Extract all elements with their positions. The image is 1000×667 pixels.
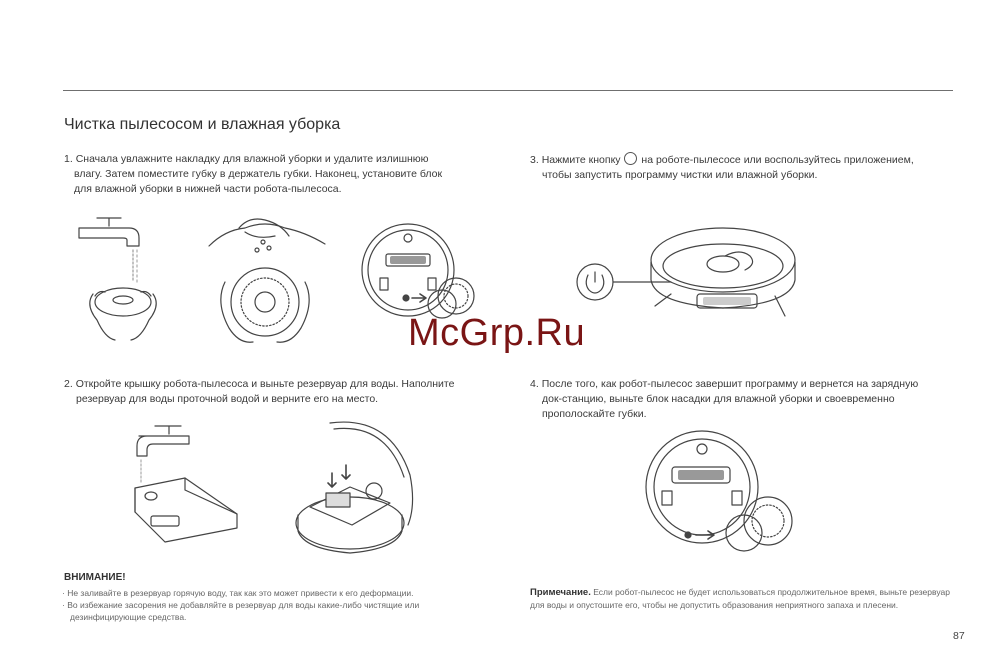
robot-open-lid-icon (290, 415, 420, 555)
step-4-number: 4. (530, 378, 539, 390)
warning-item: · Во избежание засорения не добавляйте в резервуар для воды какие-либо чистящие или (62, 600, 420, 610)
warning-list (62, 587, 492, 623)
page-number: 87 (953, 630, 965, 642)
step-3-text-after: на роботе-пылесосе или воспользуйтесь приложением, (641, 154, 914, 166)
hands-pad-icon (205, 210, 330, 350)
step-1-line-2: влагу. Затем поместите губку в держатель губки. Наконец, установите блок (74, 168, 443, 180)
step-2-line-1: Откройте крышку робота-пылесоса и выньте резервуар для воды. Наполните (75, 378, 455, 390)
step-4-line-3: прополоскайте губки. (542, 408, 647, 420)
step-3 (530, 152, 960, 183)
water-tank-icon (125, 418, 255, 548)
watermark: McGrp.Ru (408, 312, 586, 354)
note-label: Примечание. (530, 587, 591, 598)
step-1 (64, 152, 484, 197)
step-3-number: 3. (530, 154, 539, 166)
page-title: Чистка пылесосом и влажная уборка (64, 116, 341, 133)
step-4 (530, 377, 960, 422)
step-2-number: 2. (64, 378, 73, 390)
note-text: Если робот-пылесос не будет использоваться продолжительное время, выньте резервуар для воды и опустошите его, чтобы не допустить образования неприятного запаха и плесени. (530, 587, 950, 610)
step-1-number: 1. (64, 153, 73, 165)
robot-bottom-pads-icon (640, 425, 800, 560)
step-2 (64, 377, 504, 407)
robot-top-icon (575, 212, 815, 322)
header-rule (63, 90, 953, 91)
step-1-line-1: Сначала увлажните накладку для влажной уборки и удалите излишнюю (75, 153, 429, 165)
step-4-line-2: док-станцию, выньте блок насадки для влажной уборки и своевременно (542, 393, 895, 405)
faucet-pad-icon (75, 210, 170, 350)
step-2-line-2: резервуар для воды проточной водой и верните его на место. (76, 393, 379, 405)
warning-item: · Не заливайте в резервуар горячую воду, так как это может привести к его деформации. (62, 588, 414, 598)
warning-item: дезинфицирующие средства. (70, 612, 187, 622)
step-1-line-3: для влажной уборки в нижней части робота-пылесоса. (74, 183, 342, 195)
note (530, 586, 950, 611)
power-inline-icon (624, 152, 637, 165)
step-3-text-before: Нажмите кнопку (541, 154, 621, 166)
step-3-line-2: чтобы запустить программу чистки или влажной уборки. (542, 169, 818, 181)
warning-title: ВНИМАНИЕ! (64, 572, 126, 583)
step-4-line-1: После того, как робот-пылесос завершит программу и вернется на зарядную (541, 378, 919, 390)
